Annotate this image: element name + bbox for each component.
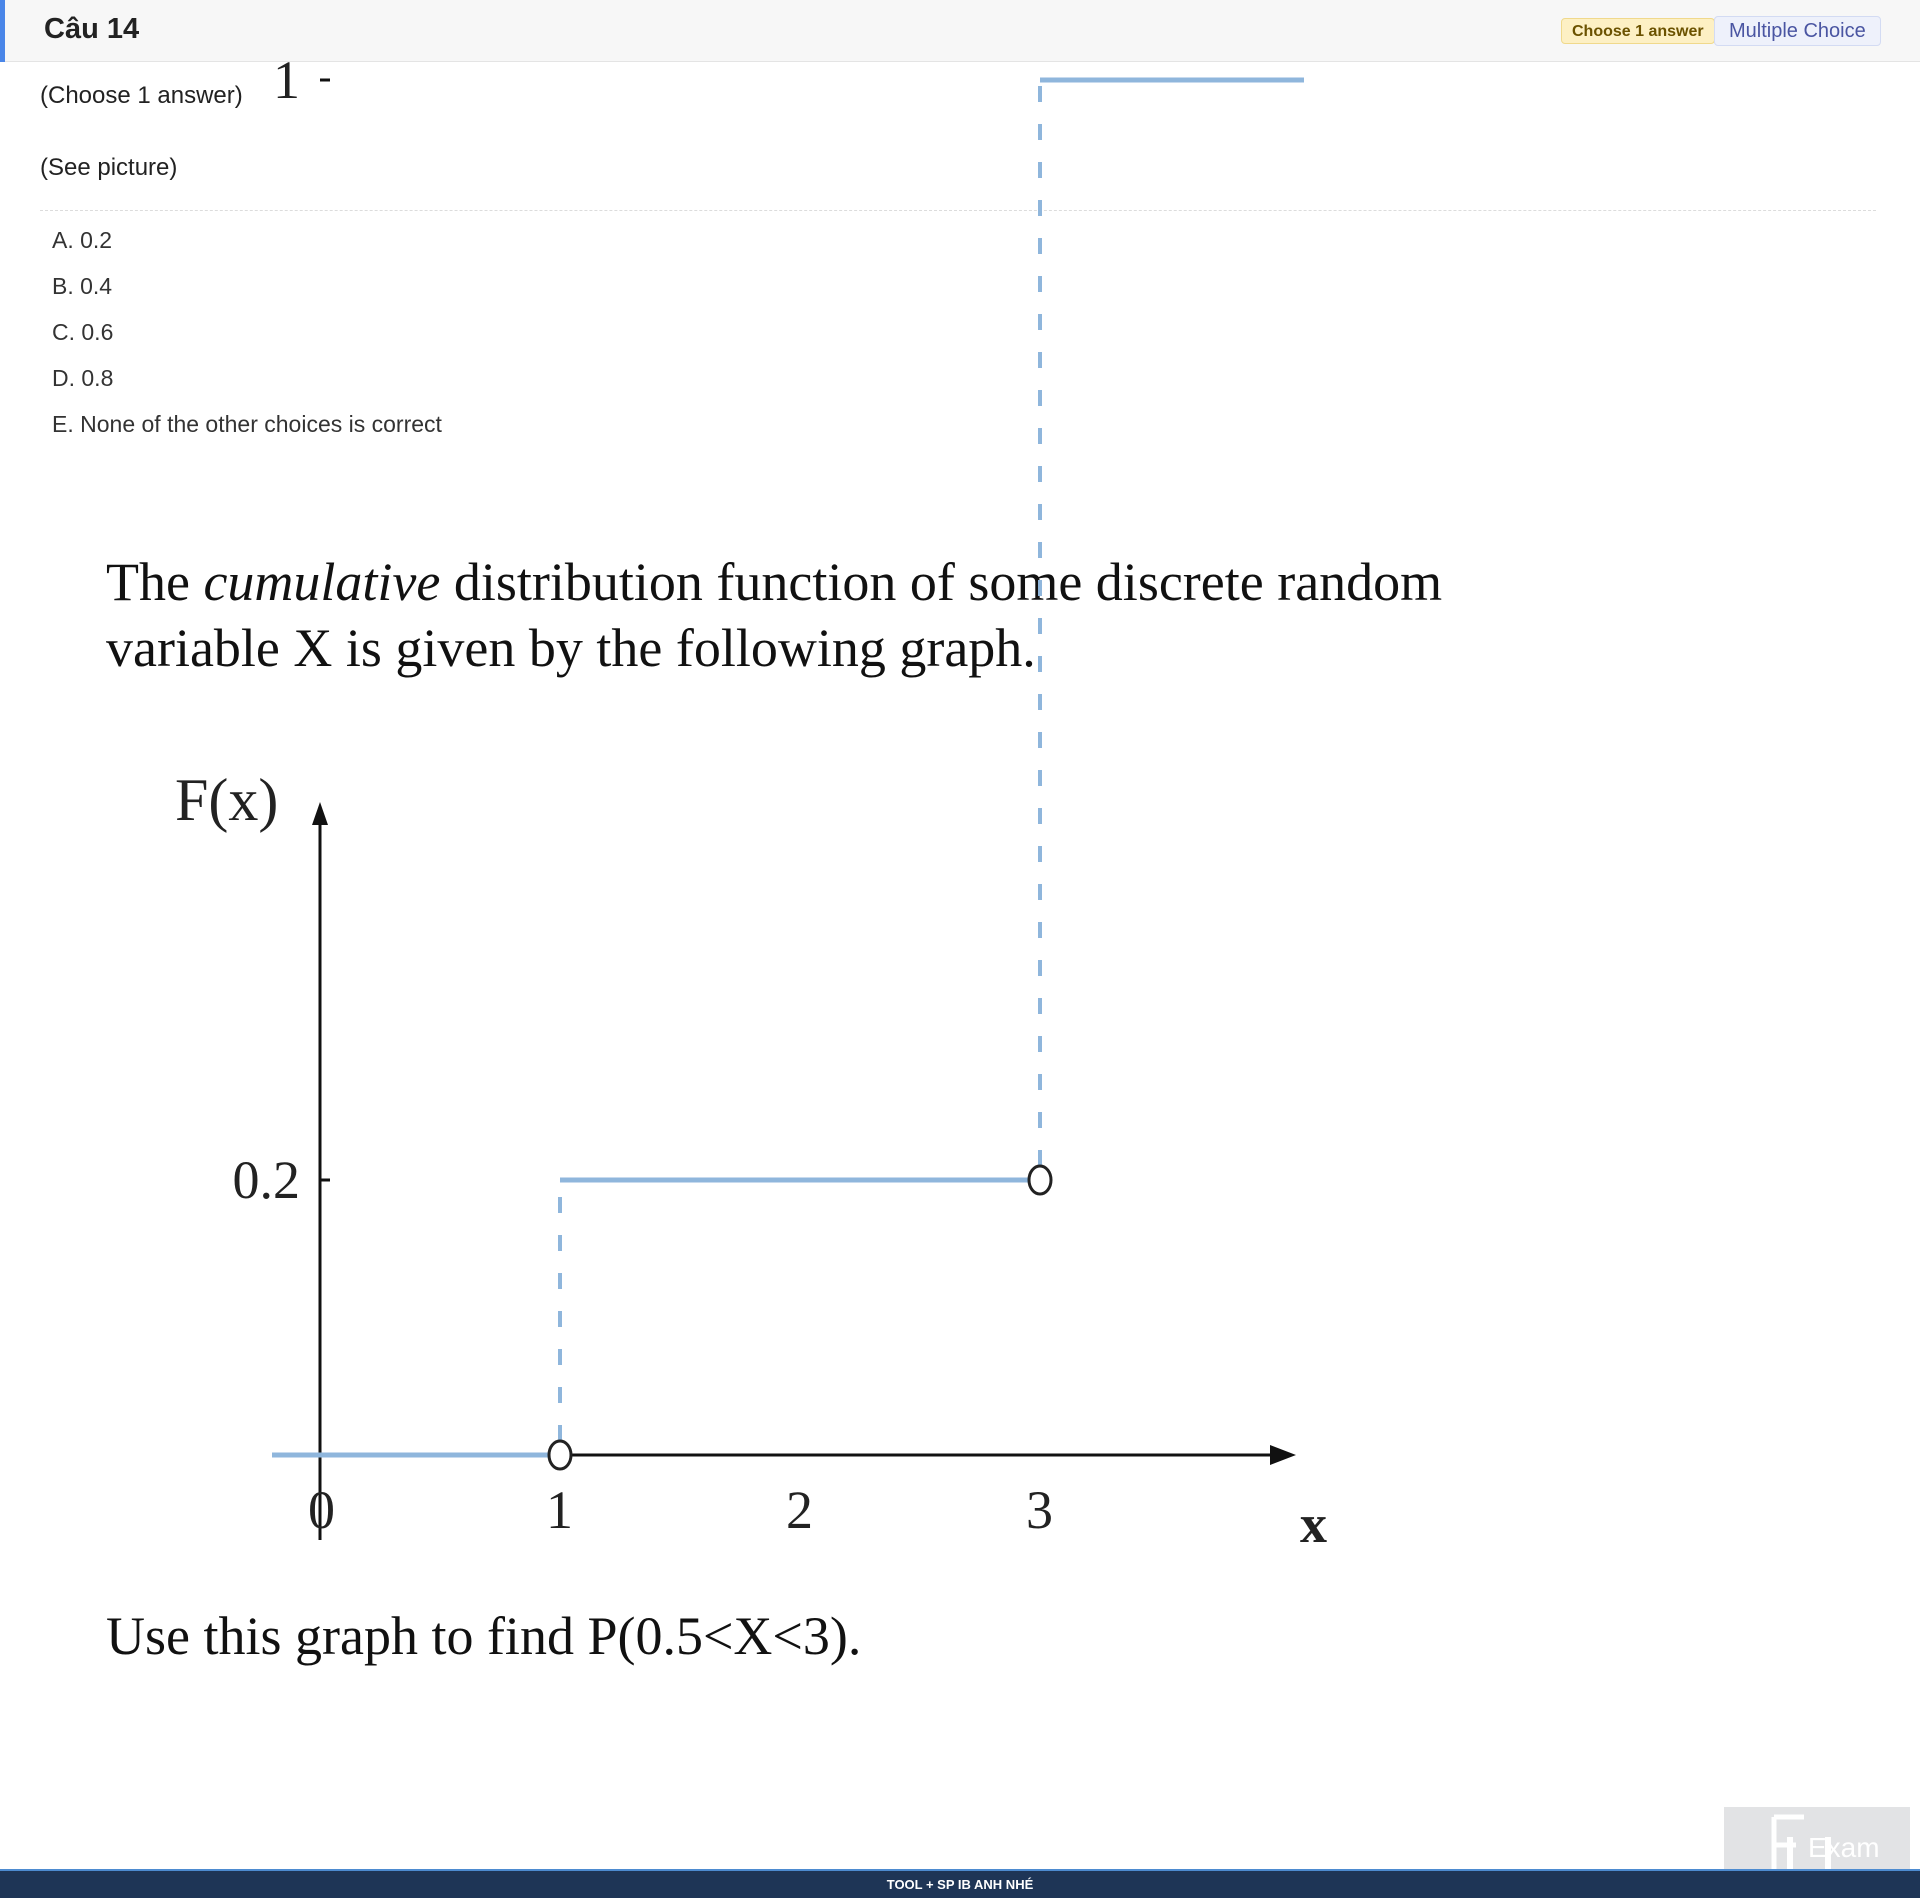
question-type-badge: Multiple Choice (1714, 16, 1881, 46)
x-axis-arrow (1270, 1445, 1296, 1465)
question-note: (See picture) (40, 154, 178, 181)
logo-text: Exam (1808, 1832, 1880, 1863)
tick-labels (233, 50, 1054, 1540)
x-axis-label: x (1300, 1494, 1327, 1554)
y-tick-label: 0.2 (232, 1150, 300, 1210)
y-axis-label: F(x) (175, 767, 279, 833)
question-title: Câu 14 (44, 13, 140, 45)
header-accent-bar (0, 0, 5, 62)
y-tick-label: 1 (273, 50, 300, 110)
x-tick-label: 3 (1026, 1480, 1053, 1540)
x-tick-label: 2 (786, 1480, 813, 1540)
option-a[interactable]: A. 0.2 (52, 227, 113, 253)
option-b[interactable]: B. 0.4 (52, 273, 113, 299)
option-d[interactable]: D. 0.8 (52, 365, 114, 391)
figure-intro-line1: The cumulative distribution function of some discrete random (106, 552, 1443, 612)
y-axis-arrow (312, 802, 328, 825)
cdf-chart (175, 50, 1327, 1554)
choose-answer-badge: Choose 1 answer (1561, 18, 1715, 44)
footer-text: TOOL + SP IB ANH NHÉ (886, 1877, 1034, 1892)
divider (40, 210, 1876, 211)
figure-question-text: Use this graph to find P(0.5<X<3). (106, 1606, 862, 1666)
figure-intro-line2: variable X is given by the following graph. (106, 618, 1036, 678)
cdf-steps (272, 80, 1304, 1469)
footer-bar (0, 1869, 1920, 1898)
question-instruction: (Choose 1 answer) (40, 82, 243, 109)
open-point-marker (1029, 1166, 1051, 1194)
open-point-marker (549, 1441, 571, 1469)
x-tick-label: 0 (308, 1480, 335, 1540)
x-tick-label: 1 (546, 1480, 573, 1540)
option-e[interactable]: E. None of the other choices is correct (52, 411, 442, 437)
option-c[interactable]: C. 0.6 (52, 319, 114, 345)
